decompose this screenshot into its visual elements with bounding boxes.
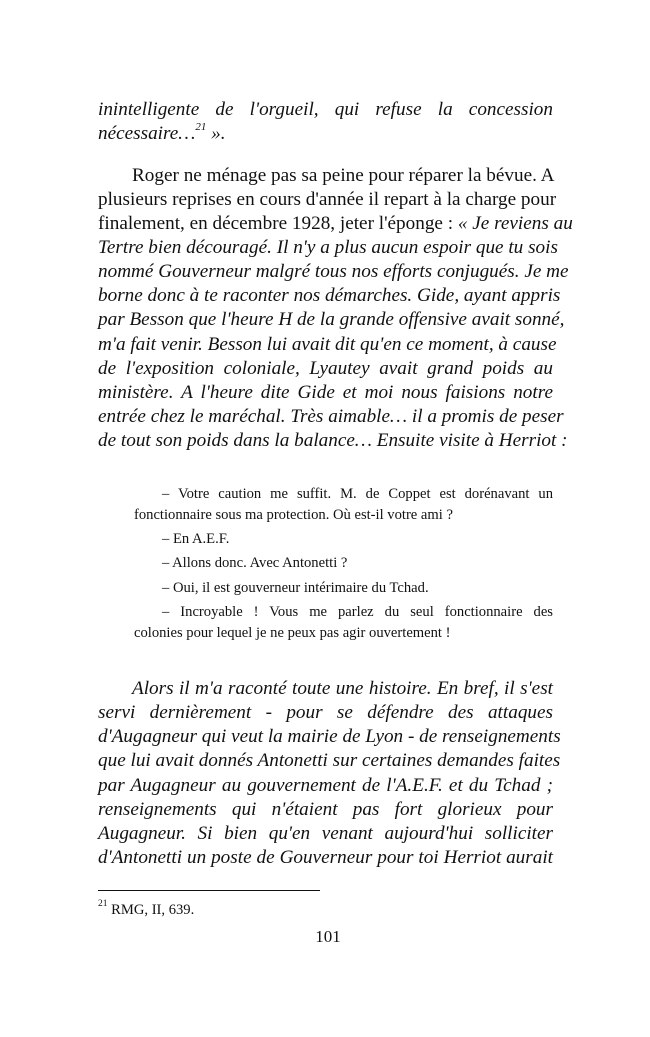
- text-line: Augagneur. Si bien qu'en venant aujourd'hui solliciter: [98, 823, 553, 844]
- text-line: ministère. A l'heure dite Gide et moi nous faisions notre: [98, 382, 553, 403]
- dialogue-line: – Oui, il est gouverneur intérimaire du Tchad.: [162, 580, 429, 596]
- text-line: inintelligente de l'orgueil, qui refuse la concession: [98, 99, 553, 120]
- footnote-separator: [98, 890, 320, 891]
- page-number: 101: [315, 927, 341, 946]
- text-line: entrée chez le maréchal. Très aimable… il a promis de peser: [98, 406, 564, 427]
- text-line: plusieurs reprises en cours d'année il repart à la charge pour: [98, 189, 557, 210]
- text-line: par Augagneur au gouvernement de l'A.E.F. et du Tchad ;: [98, 775, 553, 796]
- text-line: par Besson que l'heure H de la grande offensive avait sonné,: [98, 309, 565, 330]
- text-line: [98, 212, 573, 236]
- text-fragment: finalement, en décembre 1928, jeter l'éponge :: [98, 213, 458, 234]
- text-line: d'Antonetti un poste de Gouverneur pour toi Herriot aurait: [98, 847, 553, 868]
- footnote-text: RMG, II, 639.: [107, 902, 195, 918]
- text-line: de l'exposition coloniale, Lyautey avait grand poids au: [98, 358, 553, 379]
- text-fragment: nécessaire…: [98, 123, 196, 144]
- text-line: renseignements qui n'étaient pas fort glorieux pour: [98, 799, 553, 820]
- text-fragment: ».: [206, 123, 226, 144]
- dialogue-line: – En A.E.F.: [162, 531, 230, 547]
- dialogue-line: – Votre caution me suffit. M. de Coppet est dorénavant un: [162, 486, 553, 502]
- dialogue-line: colonies pour lequel je ne peux pas agir ouvertement !: [134, 625, 451, 641]
- text-line: d'Augagneur qui veut la mairie de Lyon - de renseignements: [98, 726, 561, 747]
- text-line: Alors il m'a raconté toute une histoire. En bref, il s'est: [132, 678, 553, 699]
- footnote-marker: 21: [98, 899, 108, 910]
- text-line: m'a fait venir. Besson lui avait dit qu'en ce moment, à cause: [98, 334, 557, 355]
- text-line: servi dernièrement - pour se défendre des attaques: [98, 702, 553, 723]
- dialogue-line: – Incroyable ! Vous me parlez du seul fonctionnaire des: [162, 604, 553, 620]
- text-line: [98, 122, 553, 146]
- text-line: borne donc à te raconter nos démarches. Gide, ayant appris: [98, 285, 561, 306]
- text-fragment: « Je reviens au: [457, 213, 573, 234]
- dialogue-line: fonctionnaire sous ma protection. Où est-il votre ami ?: [134, 507, 453, 523]
- footnote: [98, 900, 194, 920]
- text-line: Tertre bien découragé. Il n'y a plus aucun espoir que tu sois: [98, 237, 558, 258]
- dialogue-line: – Allons donc. Avec Antonetti ?: [162, 555, 348, 571]
- text-line: Roger ne ménage pas sa peine pour réparer la bévue. A: [132, 165, 555, 186]
- text-line: nommé Gouverneur malgré tous nos efforts conjugués. Je me: [98, 261, 569, 282]
- text-line: de tout son poids dans la balance… Ensuite visite à Herriot :: [98, 430, 568, 451]
- text-line: que lui avait donnés Antonetti sur certaines demandes faites: [98, 750, 561, 771]
- footnote-reference: 21: [195, 120, 207, 133]
